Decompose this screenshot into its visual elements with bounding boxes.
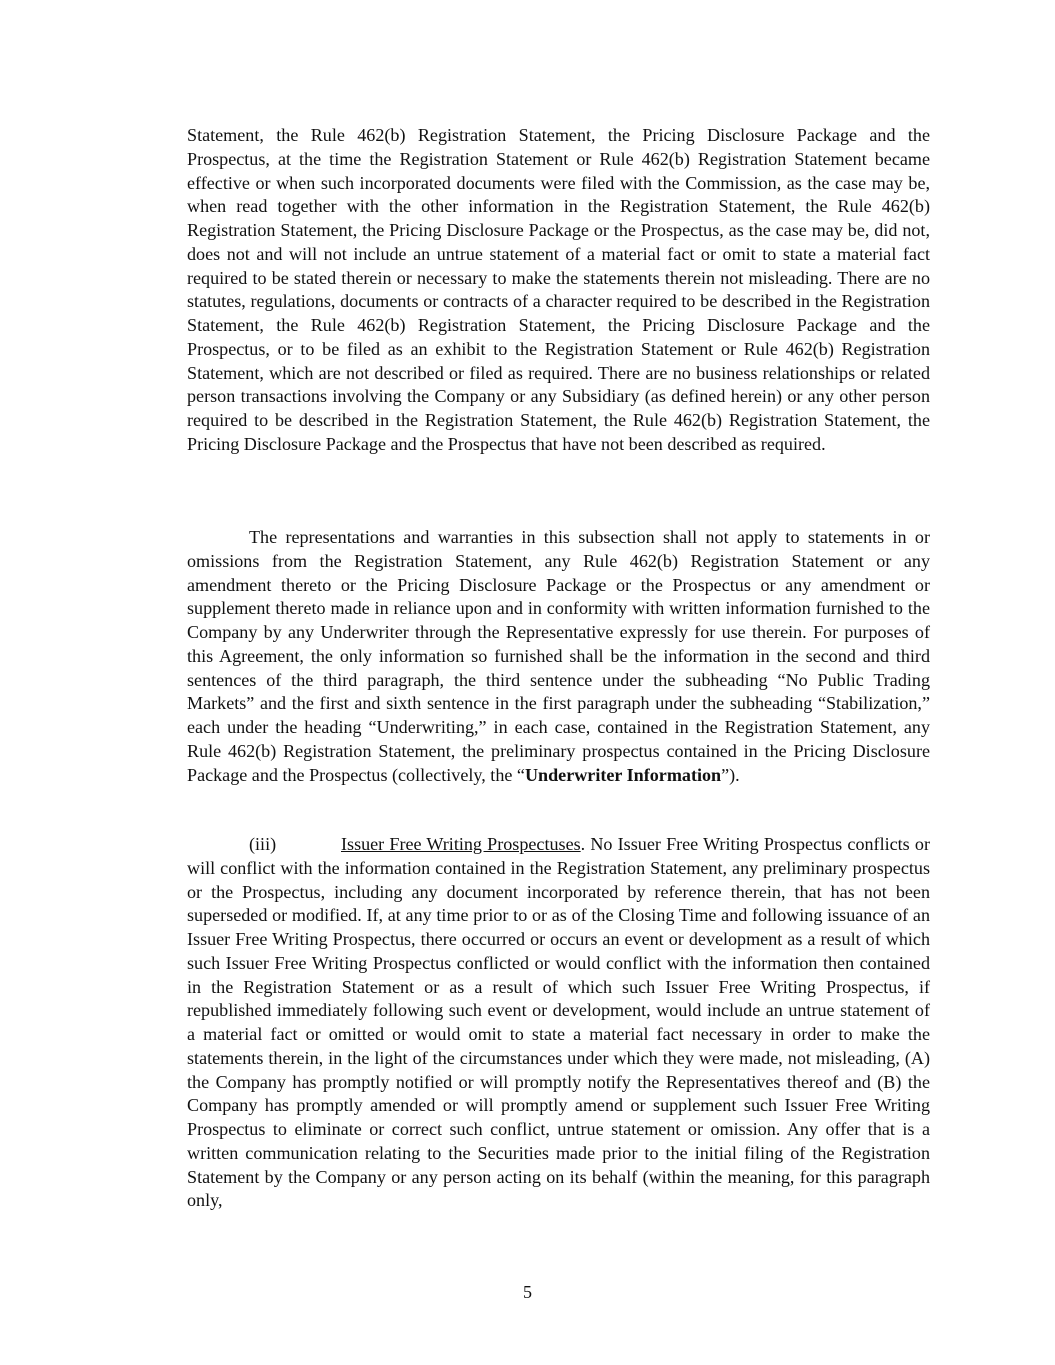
section-number: (iii) bbox=[249, 834, 277, 854]
defined-term-underwriter-information: Underwriter Information bbox=[524, 764, 722, 785]
paragraph-text: The representations and warranties in this subsection shall not apply to statements in or omissions from the Registration Statement, any Rule 462(b) Registration Statement or any amendment thereto or the Pricing Disclosure Package or the Prospectus or any amendment or supplement thereto made in reliance upon and in conformity with written information furnished to the Company by any Underwriter through the Representative expressly for use therein. For purposes of this Agreement, the only information so furnished shall be the information in the second and third sentences of the third paragraph, the third sentence under the subheading “No Public Trading Markets” and the first and sixth sentence in the first paragraph under the subheading “Stabilization,” each under the heading “Underwriting,” in each case, contained in the Registration Statement, any Rule 462(b) Registration Statement, the preliminary prospectus contained in the Pricing Disclosure Package and the Prospectus (collectively, the “ bbox=[187, 527, 930, 785]
section-heading: Issuer Free Writing Prospectuses bbox=[341, 834, 581, 854]
paragraph-text: . No Issuer Free Writing Prospectus conflicts or will conflict with the information contained in the Registration Statement, any preliminary prospectus or the Prospectus, including any document incorporated by reference therein, that has not been superseded or modified. If, at any time prior to or as of the Closing Time and following issuance of an Issuer Free Writing Prospectus, there occurred or occurs an event or development as a result of which such Issuer Free Writing Prospectus conflicted or would conflict with the information then contained in the Registration Statement or as a result of which such Issuer Free Writing Prospectus, if republished immediately following such event or development, would include an untrue statement of a material fact or omitted or would omit to state a material fact necessary in order to make the statements therein, in the light of the circumstances under which they were made, not misleading, (A) the Company has promptly notified or will promptly notify the Representatives thereof and (B) the Company has promptly amended or will promptly amend or supplement such Issuer Free Writing Prospectus to eliminate or correct such conflict, untrue statement or omission. Any offer that is a written communication relating to the Securities made prior to the initial filing of the Registration Statement by the Company or any person acting on its behalf (within the meaning, for this paragraph only, bbox=[187, 834, 930, 1211]
paragraph-registration-statement: Statement, the Rule 462(b) Registration Statement, the Pricing Disclosure Package and the Prospectus, at the time the Registration Statement or Rule 462(b) Registration Statement became effective or when such incorporated documents were filed with the Commission, as the case may be, when read together with the other information in the Registration Statement, the Rule 462(b) Registration Statement, the Pricing Disclosure Package or the Prospectus, as the case may be, did not, does not and will not include an untrue statement of a material fact or omit to state a material fact required to be stated therein or necessary to make the statements therein not misleading. There are no statutes, regulations, documents or contracts of a character required to be described in the Registration Statement, the Rule 462(b) Registration Statement, the Pricing Disclosure Package and the Prospectus, or to be filed as an exhibit to the Registration Statement or Rule 462(b) Registration Statement, which are not described or filed as required. There are no business relationships or related person transactions involving the Company or any Subsidiary (as defined herein) or any other person required to be described in the Registration Statement, the Rule 462(b) Registration Statement, the Pricing Disclosure Package and the Prospectus that have not been described as required. bbox=[187, 125, 930, 454]
page-number: 5 bbox=[523, 1282, 532, 1302]
paragraph-underwriter-information bbox=[187, 526, 930, 787]
paragraph-issuer-free-writing-prospectuses bbox=[187, 833, 930, 1213]
paragraph-text-end: ”). bbox=[721, 764, 740, 785]
